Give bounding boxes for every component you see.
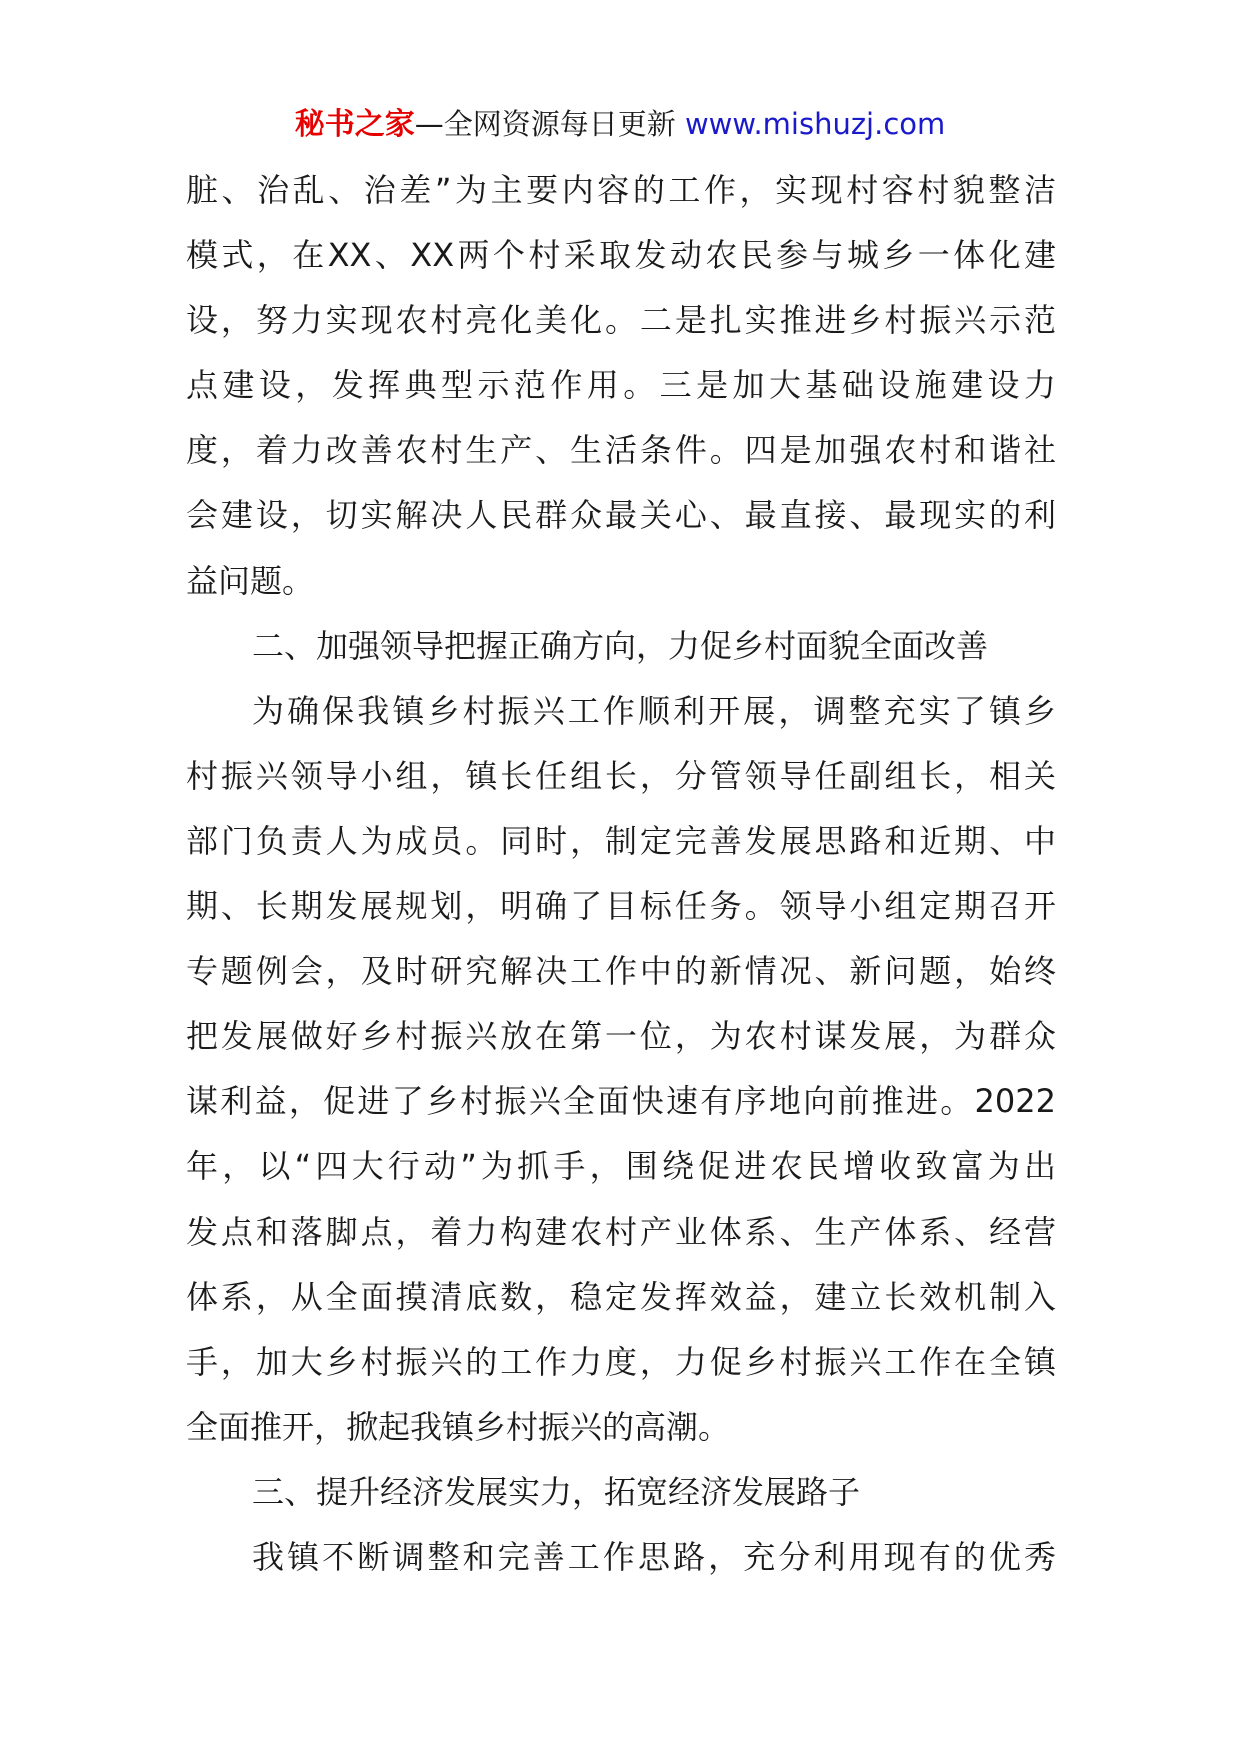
text-line: 我镇不断调整和完善工作思路，充分利用现有的优秀 [252,1537,1056,1576]
brand-name: 秘书之家 [294,107,415,142]
text-line: 把发展做好乡村振兴放在第一位，为农村谋发展，为群众 [186,1017,1056,1056]
text-line: 部门负责人为成员。同时，制定完善发展思路和近期、中 [186,821,1056,860]
text-line: 模式，在XX、XX两个村采取发动农民参与城乡一体化建 [186,236,1056,275]
text-line: 全面推开，掀起我镇乡村振兴的高潮。 [186,1407,731,1446]
text-line: 村振兴领导小组，镇长任组长，分管领导任副组长，相关 [186,756,1056,795]
text-line: 期、长期发展规划，明确了目标任务。领导小组定期召开 [186,887,1056,926]
text-line: 设，努力实现农村亮化美化。二是扎实推进乡村振兴示范 [186,301,1056,340]
text-line: 会建设，切实解决人民群众最关心、最直接、最现实的利 [186,496,1056,535]
text-line: 年，以“四大行动”为抓手，围绕促进农民增收致富为出 [186,1147,1056,1186]
text-line: 脏、治乱、治差”为主要内容的工作，实现村容村貌整洁 [186,171,1056,209]
section-heading: 二、加强领导把握正确方向，力促乡村面貌全面改善 [252,626,989,665]
text-line: 专题例会，及时研究解决工作中的新情况、新问题，始终 [186,952,1056,991]
text-line: 谋利益，促进了乡村振兴全面快速有序地向前推进。2022 [186,1082,1056,1121]
text-line: 为确保我镇乡村振兴工作顺利开展，调整充实了镇乡 [252,691,1056,730]
document-body [186,158,1056,1590]
text-line: 体系，从全面摸清底数，稳定发挥效益，建立长效机制入 [186,1277,1056,1316]
text-line: 度，着力改善农村生产、生活条件。四是加强农村和谐社 [186,431,1056,470]
text-line: 益问题。 [186,561,315,600]
page-header [0,104,1240,145]
text-line: 点建设，发挥典型示范作用。三是加大基础设施建设力 [186,366,1056,405]
section-heading: 三、提升经济发展实力，拓宽经济发展路子 [252,1472,861,1511]
text-line: 发点和落脚点，着力构建农村产业体系、生产体系、经营 [186,1212,1056,1251]
header-tagline: —全网资源每日更新 [414,107,676,141]
header-url-link[interactable]: www.mishuzj.com [684,107,946,141]
text-line: 手，加大乡村振兴的工作力度，力促乡村振兴工作在全镇 [186,1342,1056,1381]
